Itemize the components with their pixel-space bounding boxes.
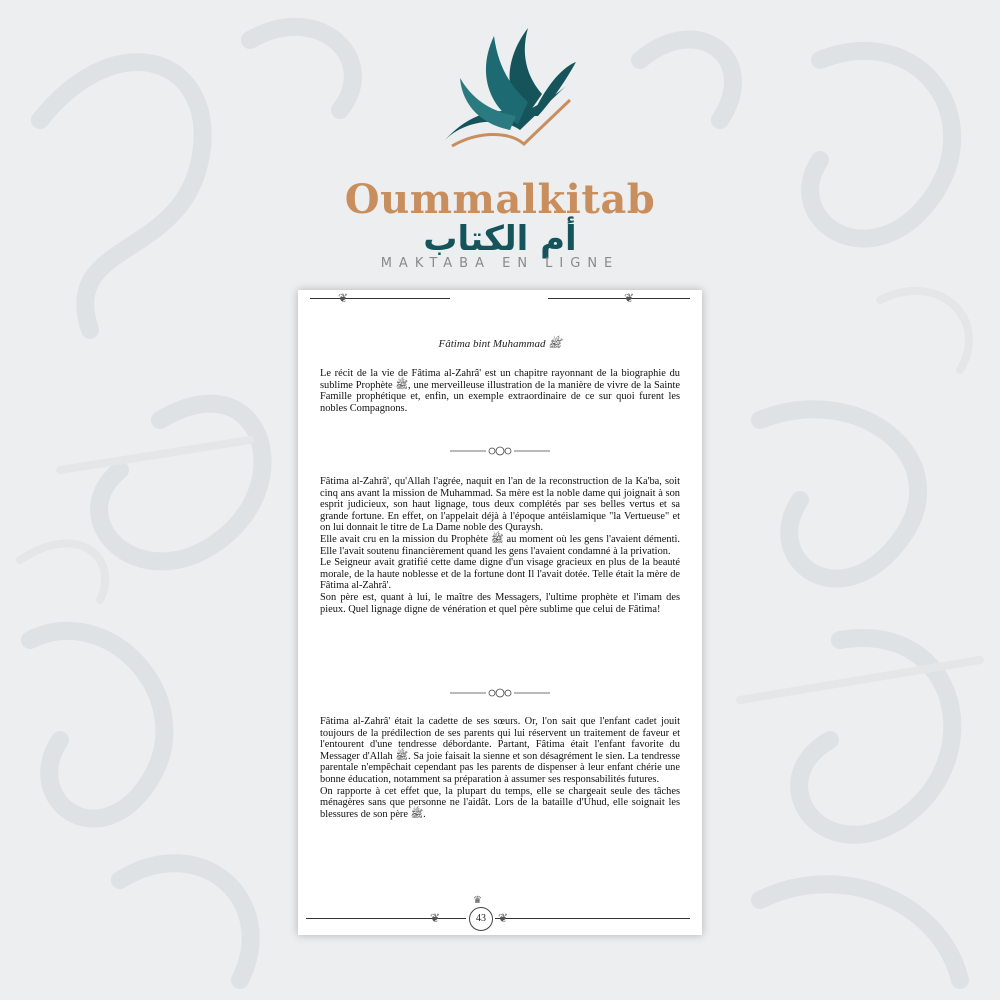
- brand-tagline: MAKTABA EN LIGNE: [380, 256, 620, 271]
- section-divider: [450, 686, 550, 700]
- paragraph-line: Elle avait cru en la mission du Prophète ﷺ au moment où les gens l'avaient démenti. Elle l'avait soutenu financièrement quand les gens l'avaient condamné à la privation.: [320, 533, 680, 557]
- crown-ornament-icon: ♛: [473, 895, 482, 906]
- paragraph-line: On rapporte à cet effet que, la plupart du temps, elle se chargeait seule des tâches ménagères sans que personne ne l'aidât. Lors de la bataille d'Uhud, elle soignait les blessures de son père ﷺ.: [320, 785, 680, 820]
- running-head: Fâtima bint Muhammad ﷺ: [438, 338, 562, 350]
- top-rule-right: [548, 298, 690, 299]
- paragraph-2: [320, 476, 680, 615]
- top-ornament-right: ❦: [624, 291, 635, 305]
- page-number: 43: [469, 907, 493, 931]
- bottom-rule-left: [306, 918, 466, 919]
- bottom-ornament-right: ❦: [498, 911, 509, 925]
- quill-book-icon: [420, 12, 580, 172]
- paragraph-1: [320, 368, 680, 414]
- top-rule-left: [310, 298, 450, 299]
- paragraph-line: Fâtima al-Zahrâ' était la cadette de ses sœurs. Or, l'on sait que l'enfant cadet jouit toujours de la prédilection de ses parents qui lui réservent un traitement de faveur et l'entourent d'une tendresse débordante. Partant, Fâtima était l'enfant favorite du Messager d'Allah ﷺ. Sa joie faisait la sienne et son désagrément le sien. La tendresse parentale n'empêchait cependant pas les parents de dispenser à leur enfant chérie une bonne éducation, notamment sa préparation à assumer ses responsabilités futures.: [320, 716, 680, 785]
- brand-logo: [0, 0, 1000, 280]
- paragraph-line: Le récit de la vie de Fâtima al-Zahrâ' est un chapitre rayonnant de la biographie du sublime Prophète ﷺ, une merveilleuse illustration de la manière de vivre de la Sainte Famille prophétique et, enfin, un exemple extraordinaire de ce sur quoi furent les nobles Compagnons.: [320, 368, 680, 414]
- paragraph-3: [320, 716, 680, 820]
- bottom-rule-right: [495, 918, 690, 919]
- paragraph-line: Le Seigneur avait gratifié cette dame digne d'un visage gracieux en plus de la beauté morale, de la haute noblesse et de la fortune dont Il l'avait dotée. Telle était la mère de Fâtima al-Zahrâ'.: [320, 557, 680, 592]
- top-ornament-left: ❦: [338, 291, 349, 305]
- section-divider: [450, 444, 550, 458]
- paragraph-line: Fâtima al-Zahrâ', qu'Allah l'agrée, naquit en l'an de la reconstruction de la Ka'ba, soit cinq ans avant la mission de Muhammad. Sa mère est la noble dame qui joignait à son esprit judicieux, son haut lignage, tous deux complétés par ses belles vertus et sa grande fortune. En effet, on l'appelait déjà à l'époque antéislamique "la Vertueuse" et on lui donnait le titre de La Dame noble des Quraysh.: [320, 476, 680, 534]
- brand-name: Oummalkitab: [344, 176, 656, 223]
- bottom-ornament-left: ❦: [430, 911, 441, 925]
- brand-name-arabic: أم الكتاب: [423, 219, 577, 259]
- book-page: [298, 290, 702, 935]
- paragraph-line: Son père est, quant à lui, le maître des Messagers, l'ultime prophète et l'imam des pieux. Quel lignage digne de vénération et quel père sublime que celui de Fâtima!: [320, 591, 680, 615]
